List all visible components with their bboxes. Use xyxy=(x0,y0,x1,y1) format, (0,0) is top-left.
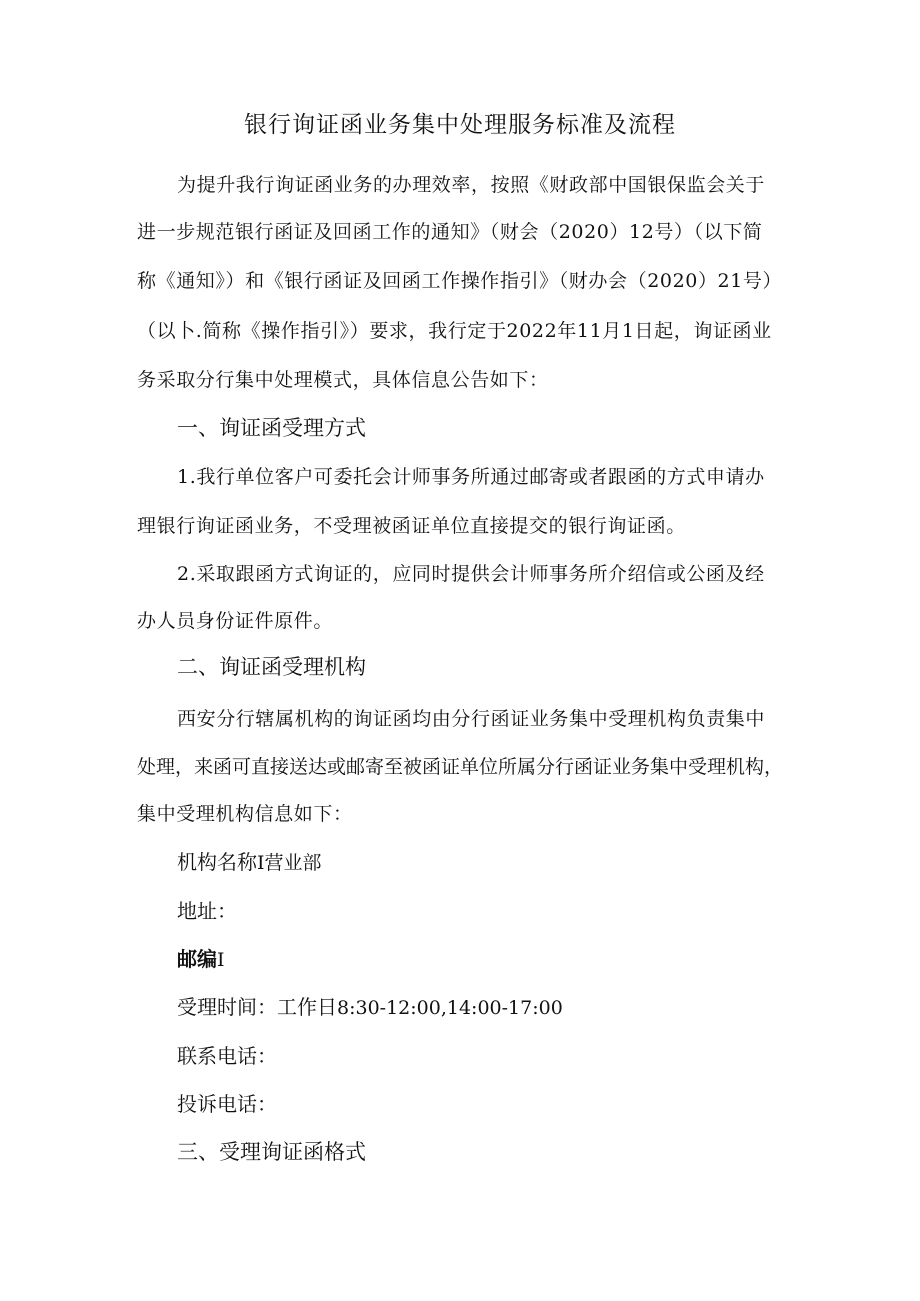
hours-label: 受理时间：工作日 xyxy=(177,995,337,1019)
postcode-label: 邮编 xyxy=(177,947,217,971)
section-3-heading: 三、受理询证函格式 xyxy=(177,1140,366,1164)
intro-line-4: （以卜.简称《操作指引》）要求，我行定于2022年11月1日起，询证函业 xyxy=(137,320,772,342)
intro-line-5: 务采取分行集中处理模式，具体信息公告如下： xyxy=(137,369,549,391)
org-name-field xyxy=(177,848,322,877)
org-name-label: 机构名称 xyxy=(177,850,257,874)
section-2-heading: 二、询证函受理机构 xyxy=(177,655,366,679)
intro-line-3: 称《通知》）和《银行函证及回函工作操作指引》（财办会（2020）21号） xyxy=(137,270,783,292)
hours-value: 8:30-12:00,14:00-17:00 xyxy=(337,997,563,1019)
org-name-value: I营业部 xyxy=(257,852,322,874)
complaint-phone-field xyxy=(177,1090,277,1118)
complaint-phone-label: 投诉电话： xyxy=(177,1092,277,1116)
section-1-item-2-line-2: 办人员身份证件原件。 xyxy=(137,610,334,632)
section-1-item-1-line-1: 1.我行单位客户可委托会计师事务所通过邮寄或者跟函的方式申请办 xyxy=(177,466,765,488)
address-field xyxy=(177,897,237,925)
section-1-item-2-line-1: 2.采取跟函方式询证的，应同时提供会计师事务所介绍信或公函及经 xyxy=(177,563,765,585)
intro-line-1: 为提升我行询证函业务的办理效率，按照《财政部中国银保监会关于 xyxy=(177,174,766,196)
intro-line-2: 进一步规范银行函证及回函工作的通知》（财会（2020）12号）（以下简 xyxy=(137,221,763,243)
postcode-field xyxy=(177,945,225,974)
contact-phone-label: 联系电话： xyxy=(177,1044,277,1068)
hours-field xyxy=(177,993,563,1022)
section-1-heading: 一、询证函受理方式 xyxy=(177,416,366,440)
section-2-para-line-1: 西安分行辖属机构的询证函均由分行函证业务集中受理机构负责集中 xyxy=(177,708,766,730)
postcode-value: I xyxy=(217,949,225,971)
section-1-item-1-line-2: 理银行询证函业务，不受理被函证单位直接提交的银行询证函。 xyxy=(137,515,686,537)
section-2-para-line-3: 集中受理机构信息如下： xyxy=(137,803,353,825)
document-title: 银行询证函业务集中处理服务标准及流程 xyxy=(244,112,676,138)
contact-phone-field xyxy=(177,1042,277,1070)
section-2-para-line-2: 处理，来函可直接送达或邮寄至被函证单位所属分行函证业务集中受理机构， xyxy=(137,756,784,778)
address-label: 地址： xyxy=(177,899,237,923)
